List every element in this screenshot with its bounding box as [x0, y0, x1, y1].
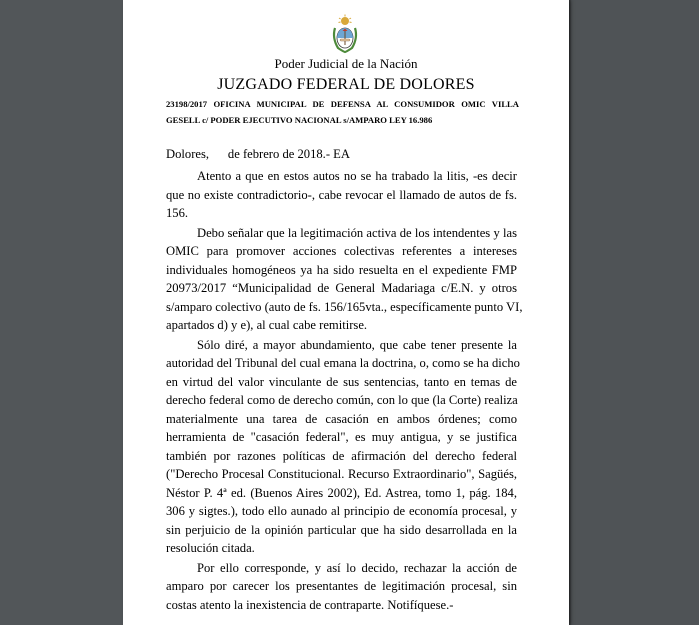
viewer-background-left — [0, 0, 123, 625]
text-line: individuales homogéneos ya ha sido resuelta en el expediente FMP — [166, 262, 517, 277]
text-line: s/amparo colectivo (auto de fs. 156/165vta., específicamente punto VI, — [166, 299, 523, 314]
text-line: materialmente una tarea de casación en ambos órdenes; como — [166, 411, 517, 426]
text-line: autoridad del Tribunal del cual emana la doctrina, o, como se ha dicho — [166, 356, 520, 370]
date-line: Dolores, de febrero de 2018.- EA — [166, 147, 350, 161]
text-line: herramienta de "casación federal", es muy antigua, y se justifica — [166, 430, 517, 444]
text-line: 156. — [166, 206, 189, 220]
text-line: en virtud del valor vinculante de sus sentencias, tanto en temas de — [166, 374, 517, 389]
case-caption-line: GESELL c/ PODER EJECUTIVO NACIONAL s/AMPARO LEY 16.986 — [166, 115, 433, 125]
argentine-coat-of-arms-icon — [330, 14, 360, 54]
text-line: amparo por carecer los presentantes de legitimación procesal, sin — [166, 579, 517, 593]
text-line: apartados d) y e), al cual cabe remitirse. — [166, 318, 368, 332]
document-page — [123, 0, 569, 625]
text-line: Atento a que en estos autos no se ha trabado la litis, -es decir — [197, 169, 517, 183]
case-caption — [166, 96, 519, 128]
text-line: resolución citada. — [166, 541, 255, 555]
text-line: 306 y sigtes.), todo ello aunado al principio de economía procesal, y — [166, 504, 517, 518]
text-line: Sólo diré, a mayor abundamiento, que cabe tener presente la — [197, 337, 517, 352]
court-title: JUZGADO FEDERAL DE DOLORES — [217, 76, 475, 93]
text-line: ("Derecho Procesal Constitucional. Recurso Extraordinario", Sagüés, — [166, 467, 517, 481]
text-line: 20973/2017 “Municipalidad de General Madariaga c/E.N. y otros — [166, 281, 517, 295]
text-line: derecho federal como de derecho común, con lo que (la Corte) realiza — [166, 393, 518, 407]
viewer-scroll-area[interactable] — [572, 0, 699, 625]
text-line: Debo señalar que la legitimación activa de los intendentes y las — [197, 225, 517, 240]
text-line: costas atento la inexistencia de contraparte. Notifíquese.- — [166, 597, 454, 612]
case-caption-line: 23198/2017 OFICINA MUNICIPAL DE DEFENSA AL CONSUMIDOR OMIC VILLA — [166, 99, 519, 109]
resolution-body — [166, 167, 523, 614]
text-line: Por ello corresponde, y así lo decido, rechazar la acción de — [197, 560, 517, 575]
page-shadow — [569, 0, 572, 625]
text-line: Néstor P. 4ª ed. (Buenos Aires 2002), Ed. Astrea, tomo 1, pág. 184, — [166, 485, 517, 500]
text-line: también por razones políticas de afirmación del derecho federal — [166, 448, 517, 463]
text-line: OMIC para promover acciones colectivas referentes a intereses — [166, 244, 517, 258]
court-name: Poder Judicial de la Nación — [274, 56, 418, 71]
text-line: que no existe contradictorio-, cabe revocar el llamado de autos de fs. — [166, 187, 517, 202]
text-line: sin perjuicio de la opinión particular que ha sido desarrollada en la — [166, 522, 517, 537]
